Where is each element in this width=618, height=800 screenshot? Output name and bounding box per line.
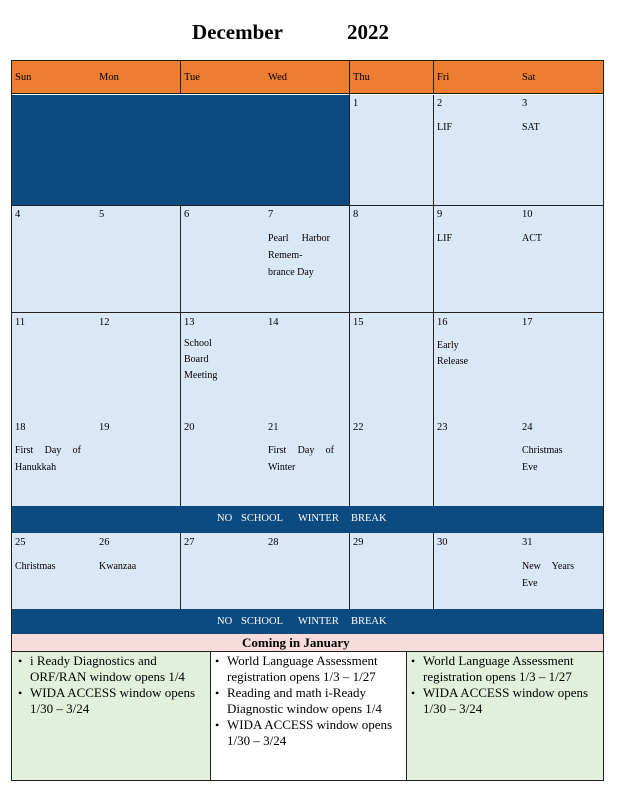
day-number: 25 <box>15 537 26 548</box>
banner-word: SCHOOL <box>241 616 284 627</box>
day-event: LIF <box>437 233 452 244</box>
day-event: New Years Eve <box>522 561 574 589</box>
banner-word: BREAK <box>351 616 387 627</box>
note-item: • i Ready Diagnostics and ORF/RAN window opens 1/4 <box>16 653 206 685</box>
day-number: 10 <box>522 209 533 220</box>
day-event: Christmas Eve <box>522 445 563 473</box>
banner-word: NO <box>217 513 233 524</box>
banner-word: WINTER <box>298 513 339 524</box>
weekday-header <box>12 61 603 94</box>
day-number: 19 <box>99 422 110 433</box>
day-number: 31 <box>522 537 533 548</box>
day-event: Christmas <box>15 561 56 572</box>
day-number: 18 <box>15 422 26 433</box>
day-number: 29 <box>353 537 364 548</box>
day-number: 26 <box>99 537 110 548</box>
note-item: • World Language Assessment registration opens 1/3 – 1/27 <box>213 653 404 685</box>
day-number: 11 <box>15 317 26 328</box>
day-number: 15 <box>353 317 364 328</box>
weekday-sun: Sun <box>15 72 32 83</box>
notes-column-1 <box>12 652 210 780</box>
day-event: Pearl Harbor Remem- brance Day <box>268 233 330 278</box>
weekday-tue: Tue <box>184 72 200 83</box>
banner-word: WINTER <box>298 616 339 627</box>
day-number: 14 <box>268 317 279 328</box>
banner-word: SCHOOL <box>241 513 284 524</box>
day-event: School Board Meeting <box>184 338 218 381</box>
winter-break-banner <box>12 609 603 636</box>
day-event: ACT <box>522 233 542 244</box>
day-number: 27 <box>184 537 195 548</box>
weekday-mon: Mon <box>99 72 119 83</box>
empty-days-block <box>12 95 349 205</box>
weekday-wed: Wed <box>268 72 287 83</box>
day-event: Early Release <box>437 340 469 367</box>
week-3-4 <box>12 313 603 506</box>
day-number: 2 <box>437 98 443 109</box>
calendar-grid <box>11 60 604 634</box>
day-number: 28 <box>268 537 279 548</box>
note-item: • Reading and math i-Ready Diagnostic window opens 1/4 <box>213 685 404 717</box>
day-event: LIF <box>437 122 452 133</box>
coming-in-january-heading <box>11 634 604 651</box>
day-number: 13 <box>184 317 195 328</box>
weekday-fri: Fri <box>437 72 450 83</box>
day-number: 1 <box>353 98 359 109</box>
weekday-sat: Sat <box>522 72 536 83</box>
day-event: SAT <box>522 122 540 133</box>
day-number: 21 <box>268 422 279 433</box>
day-number: 7 <box>268 209 274 220</box>
day-event: First Day of Winter <box>268 445 334 473</box>
weekday-thu: Thu <box>353 72 370 83</box>
banner-word: NO <box>217 616 233 627</box>
day-number: 16 <box>437 317 448 328</box>
day-number: 5 <box>99 209 105 220</box>
winter-break-banner <box>12 506 603 533</box>
note-item: • WIDA ACCESS window opens 1/30 – 3/24 <box>409 685 601 717</box>
year-label: 2022 <box>347 20 389 44</box>
day-event: First Day of Hanukkah <box>15 445 81 473</box>
note-item: • World Language Assessment registration opens 1/3 – 1/27 <box>409 653 601 685</box>
banner-word: BREAK <box>351 513 387 524</box>
january-notes <box>11 651 604 781</box>
calendar-title <box>0 20 618 50</box>
day-number: 20 <box>184 422 195 433</box>
day-number: 22 <box>353 422 364 433</box>
day-number: 3 <box>522 98 528 109</box>
day-number: 30 <box>437 537 448 548</box>
note-item: • WIDA ACCESS window opens 1/30 – 3/24 <box>16 685 206 717</box>
day-event: Kwanzaa <box>99 561 137 572</box>
day-number: 9 <box>437 209 443 220</box>
day-number: 4 <box>15 209 21 220</box>
day-number: 17 <box>522 317 533 328</box>
note-item: • WIDA ACCESS window opens 1/30 – 3/24 <box>213 717 404 749</box>
day-number: 24 <box>522 422 533 433</box>
notes-column-3 <box>407 652 603 780</box>
day-number: 6 <box>184 209 190 220</box>
day-number: 8 <box>353 209 359 220</box>
notes-column-2 <box>210 652 407 780</box>
coming-label: Coming in January <box>242 635 350 650</box>
month-label: December <box>192 20 283 44</box>
day-number: 12 <box>99 317 110 328</box>
day-number: 23 <box>437 422 448 433</box>
